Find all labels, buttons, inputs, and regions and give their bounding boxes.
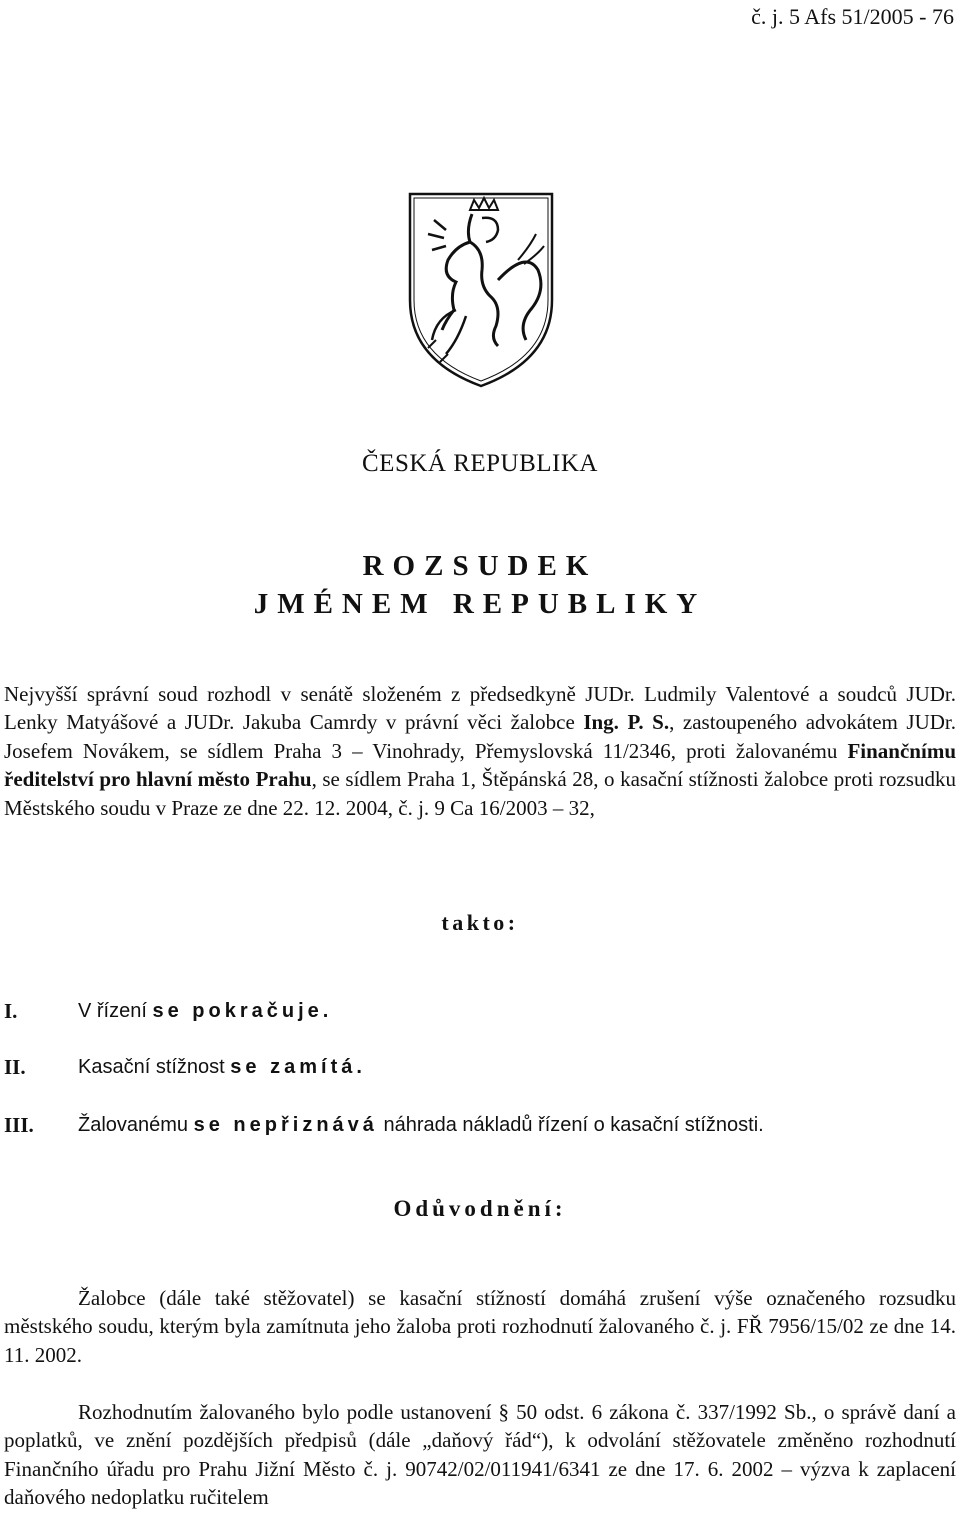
verdict-post: náhrada nákladů řízení o kasační stížnosti. — [377, 1114, 764, 1136]
verdict-number: I. — [4, 999, 18, 1023]
intro-text-3: , se sídlem Praha 1, Štěpánská 28, o kasační stížnosti žalobce proti rozsudku Městského soudu v Praze ze dne 22. 12. 2004, č. j. 9 Ca 16/2003 – 32, — [4, 767, 956, 820]
defendant-name: Finančnímu ředitelství pro hlavní město Prahu — [4, 738, 956, 792]
verdict-text — [78, 1053, 366, 1081]
verdict-text — [78, 1111, 764, 1139]
verdict-emphasis: se pokračuje. — [152, 1000, 333, 1022]
intro-paragraph — [4, 680, 956, 822]
verdict-pre: Kasační stížnost — [78, 1056, 231, 1078]
verdict-text — [78, 997, 332, 1025]
reasons-heading: Odůvodnění: — [393, 1196, 567, 1221]
judgment-title: ROZSUDEK — [362, 550, 598, 582]
verdict-number: III. — [4, 1113, 34, 1137]
verdict-pre: V řízení — [78, 1000, 153, 1022]
judgment-subtitle: JMÉNEM REPUBLIKY — [253, 588, 707, 620]
reasons-paragraph: Rozhodnutím žalovaného bylo podle ustanovení § 50 odst. 6 zákona č. 337/1992 Sb., o správě daní a poplatků, ve znění pozdějších předpisů (dále „daňový řád“), k odvolání stěžovatele změněno rozhodnutí Finančního úřadu pro Prahu Jižní Město č. j. 90742/02/011941/6341 ze dne 17. 6. 2002 – výzva k zaplacení daňového nedoplatku ručitelem — [4, 1400, 956, 1510]
intro-text-1: Nejvyšší správní soud rozhodl v senátě složeném z předsedkyně JUDr. Ludmily Valentové a soudců JUDr. Lenky Matyášové a JUDr. Jakuba Camrdy v právní věci žalobce — [4, 682, 956, 735]
state-emblem-icon — [406, 190, 556, 390]
verdict-emphasis: se zamítá. — [230, 1056, 366, 1078]
verdict-pre: Žalovanému — [78, 1114, 194, 1136]
intro-text-2: , zastoupeného advokátem JUDr. Josefem Novákem, se sídlem Praha 3 – Vinohrady, Přemyslovská 11/2346, proti žalovanému — [4, 710, 956, 763]
verdict-emphasis: se nepřiznává — [193, 1114, 378, 1136]
country-name: ČESKÁ REPUBLIKA — [362, 450, 598, 477]
verdict-number: II. — [4, 1055, 26, 1079]
reasons-paragraph: Žalobce (dále také stěžovatel) se kasační stížností domáhá zrušení výše označeného rozsudku městského soudu, kterým byla zamítnuta jeho žaloba proti rozhodnutí žalovaného č. j. FŘ 7956/15/02 ze dne 14. 11. 2002. — [4, 1286, 956, 1367]
plaintiff-name: Ing. P. S. — [583, 710, 670, 735]
takto-heading: takto: — [441, 910, 519, 935]
case-reference: č. j. 5 Afs 51/2005 - 76 — [751, 4, 954, 29]
